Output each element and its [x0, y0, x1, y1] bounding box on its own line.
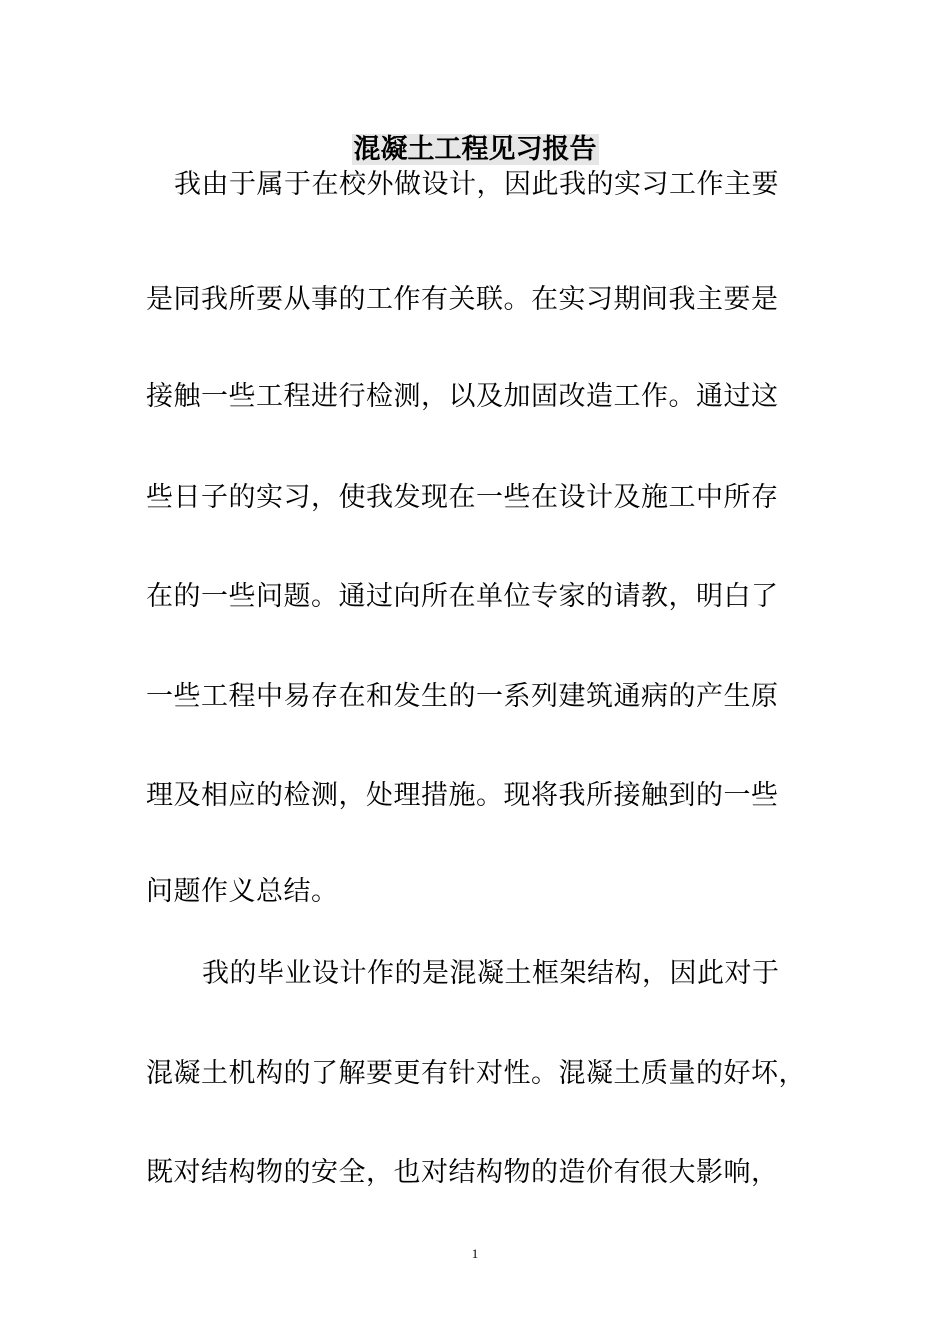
- paragraph-2-line-1: 我的毕业设计作的是混凝土框架结构，因此对于: [202, 958, 780, 989]
- paragraph-2-line-2: 混凝土机构的了解要更有针对性。混凝土质量的好坏，: [146, 1058, 806, 1089]
- paragraph-1-line-3: 接触一些工程进行检测，以及加固改造工作。通过这: [146, 381, 779, 412]
- paragraph-1-line-4: 些日子的实习，使我发现在一些在设计及施工中所存: [146, 482, 779, 513]
- paragraph-2-line-3: 既对结构物的安全，也对结构物的造价有很大影响，: [146, 1157, 779, 1188]
- paragraph-1-line-5: 在的一些问题。通过向所在单位专家的请教，明白了: [146, 581, 779, 612]
- paragraph-1-line-8: 问题作义总结。: [146, 876, 339, 907]
- document-title: [0, 130, 950, 170]
- paragraph-1-line-2: 是同我所要从事的工作有关联。在实习期间我主要是: [146, 284, 779, 315]
- paragraph-1-line-7: 理及相应的检测，处理措施。现将我所接触到的一些: [146, 780, 779, 811]
- paragraph-1-line-6: 一些工程中易存在和发生的一系列建筑通病的产生原: [146, 681, 779, 712]
- document-title-text: 混凝土工程见习报告: [353, 134, 597, 165]
- page-number: 1: [471, 1246, 479, 1261]
- paragraph-1-line-1: 我由于属于在校外做设计，因此我的实习工作主要: [174, 169, 779, 200]
